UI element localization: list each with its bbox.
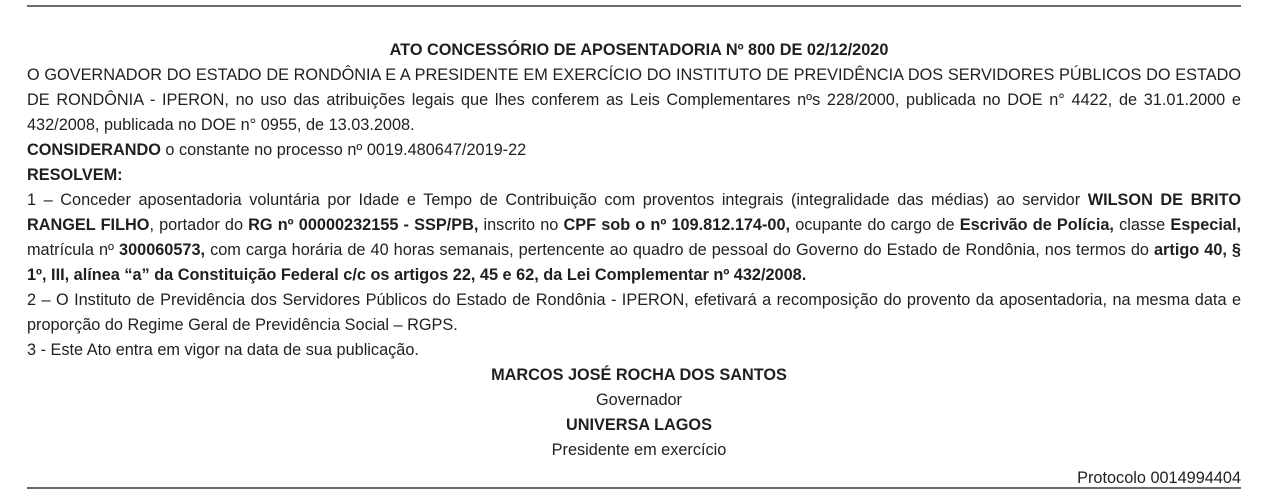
item-3-paragraph: 3 - Este Ato entra em vigor na data de sua publicação. (27, 341, 419, 359)
item-1-text-b: , portador do (149, 216, 249, 234)
servant-name: WILSON DE BRITO RANGEL FILHO (27, 191, 1241, 234)
job-class: Especial, (1170, 216, 1241, 234)
document-title: ATO CONCESSÓRIO DE APOSENTADORIA Nº 800 DE 02/12/2020 (389, 41, 889, 59)
signature-2-name (37, 413, 1241, 438)
rg-number: RG nº 00000232155 - SSP/PB, (248, 216, 479, 234)
item-1-paragraph (27, 188, 1241, 288)
signature-1-name (37, 363, 1241, 388)
item-1-text-a: 1 – Conceder aposentadoria voluntária por Idade e Tempo de Contribuição com proventos integrais (integralidade das médias) ao servidor (27, 191, 1088, 209)
preamble-paragraph: O GOVERNADOR DO ESTADO DE RONDÔNIA E A PRESIDENTE EM EXERCÍCIO DO INSTITUTO DE PREVIDÊNCIA DOS SERVIDORES PÚBLICOS DO ESTADO DE RONDÔNIA - IPERON, no uso das atribuições legais que lhes conferem as Leis Complementares nºs 228/2000, publicada no DOE n° 4422, de 31.01.2000 e 432/2008, publicada no DOE n° 0955, de 13.03.2008. (27, 66, 1241, 134)
item-1-text-g: com carga horária de 40 horas semanais, pertencente ao quadro de pessoal do Governo do Estado de Rondônia, nos termos do (205, 241, 1154, 259)
item-1-text-f: matrícula nº (27, 241, 120, 259)
document-body (27, 38, 1241, 491)
resolvem-label: RESOLVEM: (27, 166, 123, 184)
item-1-text-d: ocupante do cargo de (790, 216, 960, 234)
considerando-text: o constante no processo nº 0019.480647/2019-22 (160, 141, 527, 159)
protocol-number: Protocolo 0014994404 (1077, 469, 1241, 487)
job-title: Escrivão de Polícia, (959, 216, 1114, 234)
signature-1-role: Governador (596, 391, 682, 409)
president-name: UNIVERSA LAGOS (566, 416, 712, 434)
resolvem-heading (27, 163, 1241, 188)
considerando-label: CONSIDERANDO (27, 141, 161, 159)
top-divider (27, 5, 1241, 7)
cpf-number: CPF sob o nº 109.812.174-00, (563, 216, 791, 234)
item-1-text-c: inscrito no (478, 216, 564, 234)
item-2-paragraph: 2 – O Instituto de Previdência dos Servidores Públicos do Estado de Rondônia - IPERON, efetivará a recomposição do provento da aposentadoria, na mesma data e proporção do Regime Geral de Previdência Social – RGPS. (27, 291, 1241, 334)
legal-basis: artigo 40, § 1º, III, alínea “a” da Constituição Federal c/c os artigos 22, 45 e 62, da Lei Complementar nº 432/2008. (27, 241, 1241, 284)
item-1-text-e: classe (1113, 216, 1171, 234)
signature-2-role: Presidente em exercício (551, 441, 727, 459)
governor-name: MARCOS JOSÉ ROCHA DOS SANTOS (491, 366, 787, 384)
considerando-paragraph (27, 138, 1241, 163)
signature-block (37, 363, 1241, 463)
bottom-divider (27, 487, 1241, 489)
registration-number: 300060573, (119, 241, 206, 259)
